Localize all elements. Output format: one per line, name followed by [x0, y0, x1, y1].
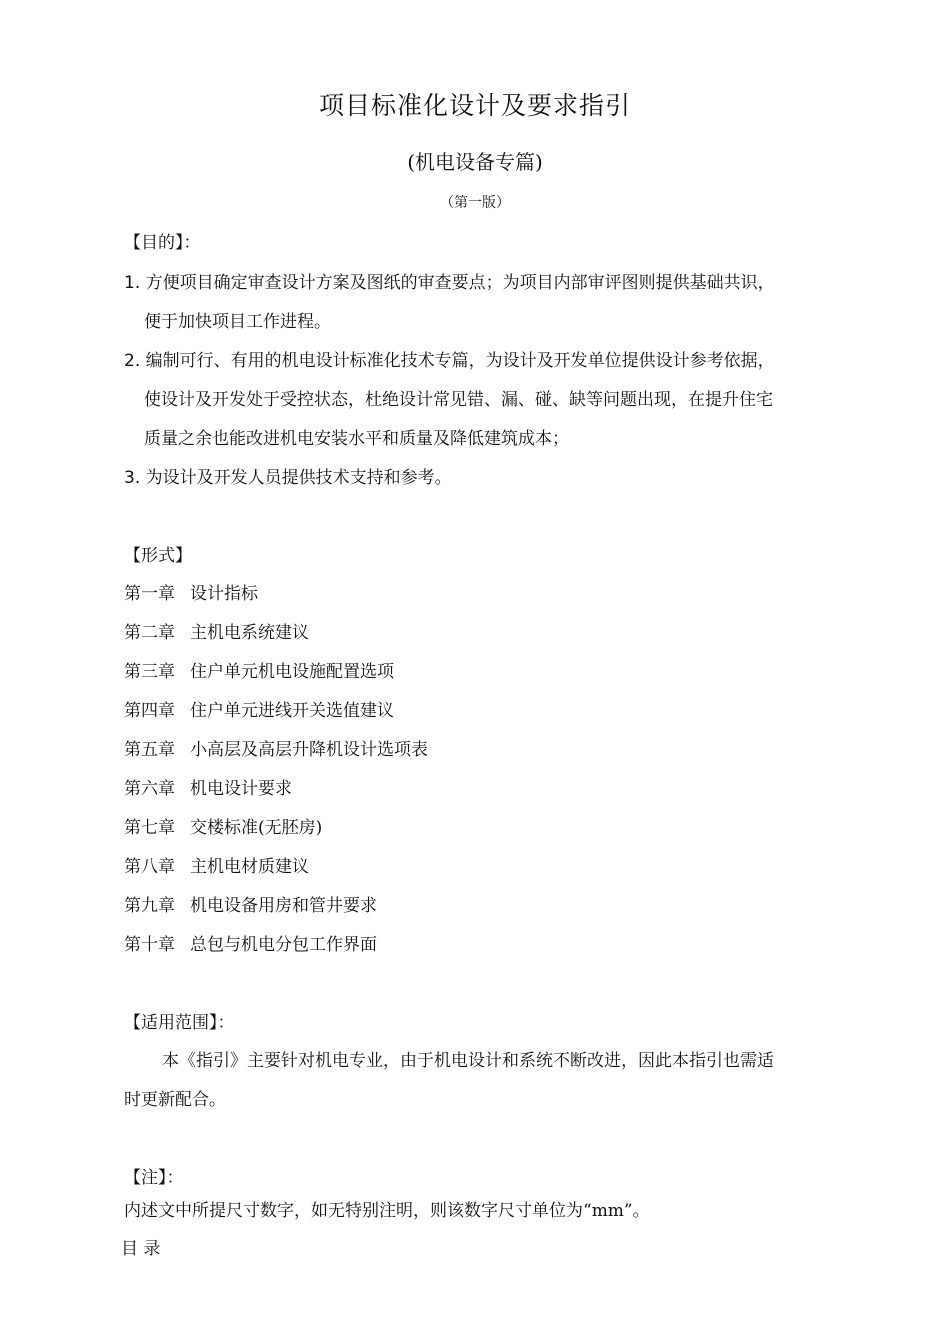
chapter-title: 住户单元机电设施配置选项 [190, 662, 394, 682]
purpose-item-number: 1. [124, 273, 141, 293]
chapter-item [124, 735, 428, 760]
note-heading: 【注】： [124, 1168, 184, 1188]
chapter-title: 机电设备用房和管井要求 [190, 896, 377, 916]
chapter-item [124, 930, 377, 955]
scope-heading: 【适用范围】： [124, 1013, 235, 1033]
purpose-item-text: 方便项目确定审查设计方案及图纸的审查要点；为项目内部审评图则提供基础共识， [145, 273, 775, 293]
chapter-number: 第二章 [124, 623, 175, 643]
chapter-number: 第四章 [124, 701, 175, 721]
chapter-item [124, 891, 377, 916]
chapter-title: 主机电材质建议 [190, 857, 309, 877]
chapter-item [124, 813, 322, 838]
purpose-item-text: 为设计及开发人员提供技术支持和参考。 [145, 468, 452, 488]
purpose-item-number: 2. [124, 351, 141, 371]
purpose-heading: 【目的】： [124, 233, 201, 253]
purpose-item-2 [124, 346, 775, 371]
chapter-item [124, 579, 258, 604]
form-heading: 【形式】 [124, 546, 192, 566]
purpose-item-1-cont: 便于加快项目工作进程。 [144, 312, 331, 332]
chapter-number: 第九章 [124, 896, 175, 916]
purpose-item-2-cont: 使设计及开发处于受控状态，杜绝设计常见错、漏、碰、缺等问题出现，在提升住宅 [144, 390, 773, 410]
chapter-item [124, 618, 309, 643]
page-subtitle: (机电设备专篇) [407, 150, 543, 174]
chapter-title: 交楼标准(无胚房) [190, 818, 323, 838]
edition-label: （第一版） [440, 195, 510, 211]
purpose-item-text: 编制可行、有用的机电设计标准化技术专篇，为设计及开发单位提供设计参考依据， [145, 351, 775, 371]
chapter-number: 第六章 [124, 779, 175, 799]
chapter-number: 第十章 [124, 935, 175, 955]
chapter-number: 第七章 [124, 818, 175, 838]
scope-text-line: 本《指引》主要针对机电专业，由于机电设计和系统不断改进，因此本指引也需适 [162, 1051, 774, 1071]
chapter-title: 小高层及高层升降机设计选项表 [190, 740, 428, 760]
chapter-number: 第三章 [124, 662, 175, 682]
chapter-item [124, 852, 309, 877]
chapter-title: 总包与机电分包工作界面 [190, 935, 377, 955]
chapter-title: 主机电系统建议 [190, 623, 309, 643]
purpose-item-3 [124, 463, 452, 488]
purpose-item-1 [124, 268, 775, 293]
chapter-item [124, 657, 394, 682]
chapter-number: 第一章 [124, 584, 175, 604]
purpose-item-2-cont: 质量之余也能改进机电安装水平和质量及降低建筑成本； [144, 429, 569, 449]
chapter-title: 住户单元进线开关选值建议 [190, 701, 394, 721]
chapter-number: 第五章 [124, 740, 175, 760]
page-title: 项目标准化设计及要求指引 [318, 91, 631, 120]
chapter-title: 机电设计要求 [190, 779, 292, 799]
chapter-item [124, 774, 292, 799]
chapter-item [124, 696, 394, 721]
chapter-number: 第八章 [124, 857, 175, 877]
note-text: 内述文中所提尺寸数字，如无特别注明，则该数字尺寸单位为“mm”。 [124, 1201, 650, 1221]
toc-label: 目 录 [121, 1239, 161, 1259]
chapter-title: 设计指标 [190, 584, 258, 604]
purpose-item-number: 3. [124, 468, 141, 488]
scope-text-line: 时更新配合。 [124, 1090, 226, 1110]
